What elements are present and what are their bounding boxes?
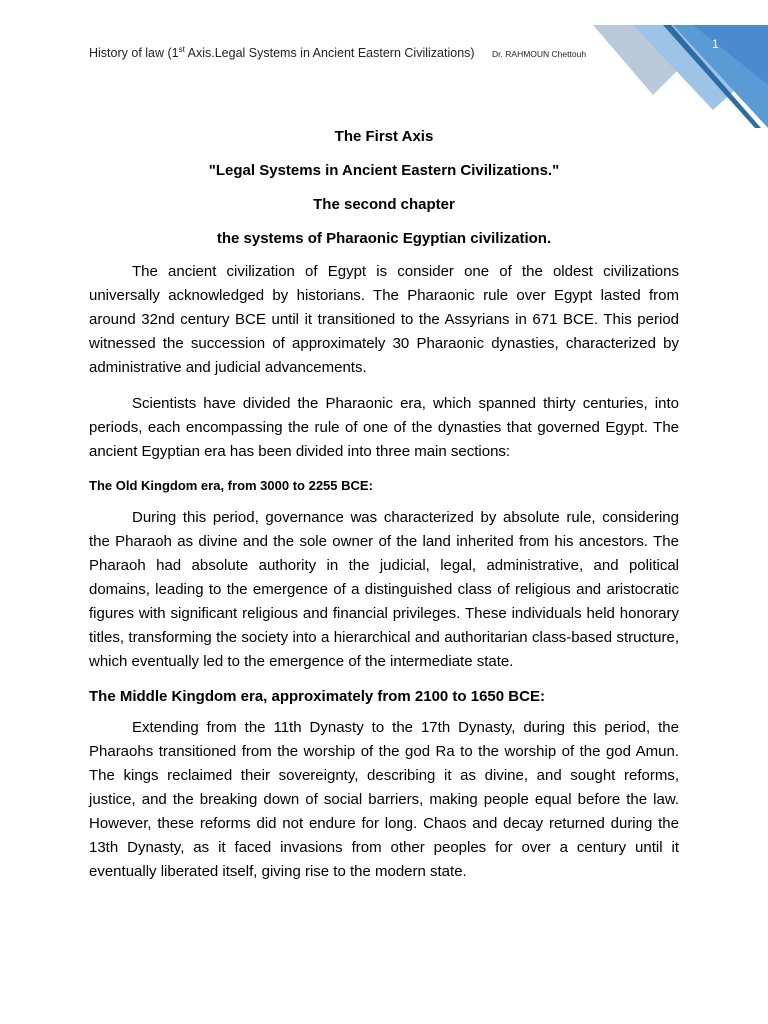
title-chapter-subtitle: the systems of Pharaonic Egyptian civilization. xyxy=(216,230,552,247)
header-title xyxy=(89,45,475,60)
header-author: Dr. RAHMOUN Chettouh xyxy=(492,49,587,60)
header-title-suffix: Axis.Legal Systems in Ancient Eastern Civilizations) xyxy=(184,46,475,61)
corner-decoration xyxy=(593,0,768,130)
paragraph-middle-kingdom: Extending from the 11th Dynasty to the 17th Dynasty, during this period, the Pharaohs transitioned from the worship of the god Ra to the worship of the god Amun. The kings reclaimed their sovereignty, describing it as divine, and sought reforms, justice, and the breaking down of social barriers, making people equal before the law. However, these reforms did not endure for long. Chaos and decay returned during the 13th Dynasty, as it faced invasions from other peoples for over a century until it eventually liberated itself, giving rise to the modern state. xyxy=(89,719,679,880)
page-header xyxy=(89,45,609,60)
header-title-prefix: History of law (1 xyxy=(89,46,179,61)
paragraph-old-kingdom: During this period, governance was characterized by absolute rule, considering the Pharaoh as divine and the sole owner of the land inherited from his ancestors. The Pharaoh had absolute authority in the judicial, legal, administrative, and political domains, leading to the emergence of a distinguished class of religious and aristocratic figures with significant religious and financial privileges. These individuals held honorary titles, transforming the society into a hierarchical and authoritarian class-based structure, which eventually led to the emergence of the intermediate state. xyxy=(89,509,679,670)
header-title-sup: st xyxy=(178,45,185,54)
section-heading-middle-kingdom: The Middle Kingdom era, approximately from 2100 to 1650 BCE: xyxy=(89,688,545,705)
title-axis-subtitle: "Legal Systems in Ancient Eastern Civilizations." xyxy=(208,162,560,179)
title-chapter: The second chapter xyxy=(313,196,455,213)
paragraph-periods: Scientists have divided the Pharaonic era, which spanned thirty centuries, into periods, each encompassing the rule of one of the dynasties that governed Egypt. The ancient Egyptian era has been divided into three main sections: xyxy=(89,395,679,460)
page-number: 1 xyxy=(712,37,719,51)
document-body xyxy=(89,120,679,896)
section-heading-old-kingdom: The Old Kingdom era, from 3000 to 2255 BCE: xyxy=(89,478,373,493)
title-axis: The First Axis xyxy=(334,128,434,145)
paragraph-intro: The ancient civilization of Egypt is consider one of the oldest civilizations universally acknowledged by historians. The Pharaonic rule over Egypt lasted from around 32nd century BCE until it transitioned to the Assyrians in 671 BCE. This period witnessed the succession of approximately 30 Pharaonic dynasties, characterized by administrative and judicial advancements. xyxy=(89,263,679,376)
